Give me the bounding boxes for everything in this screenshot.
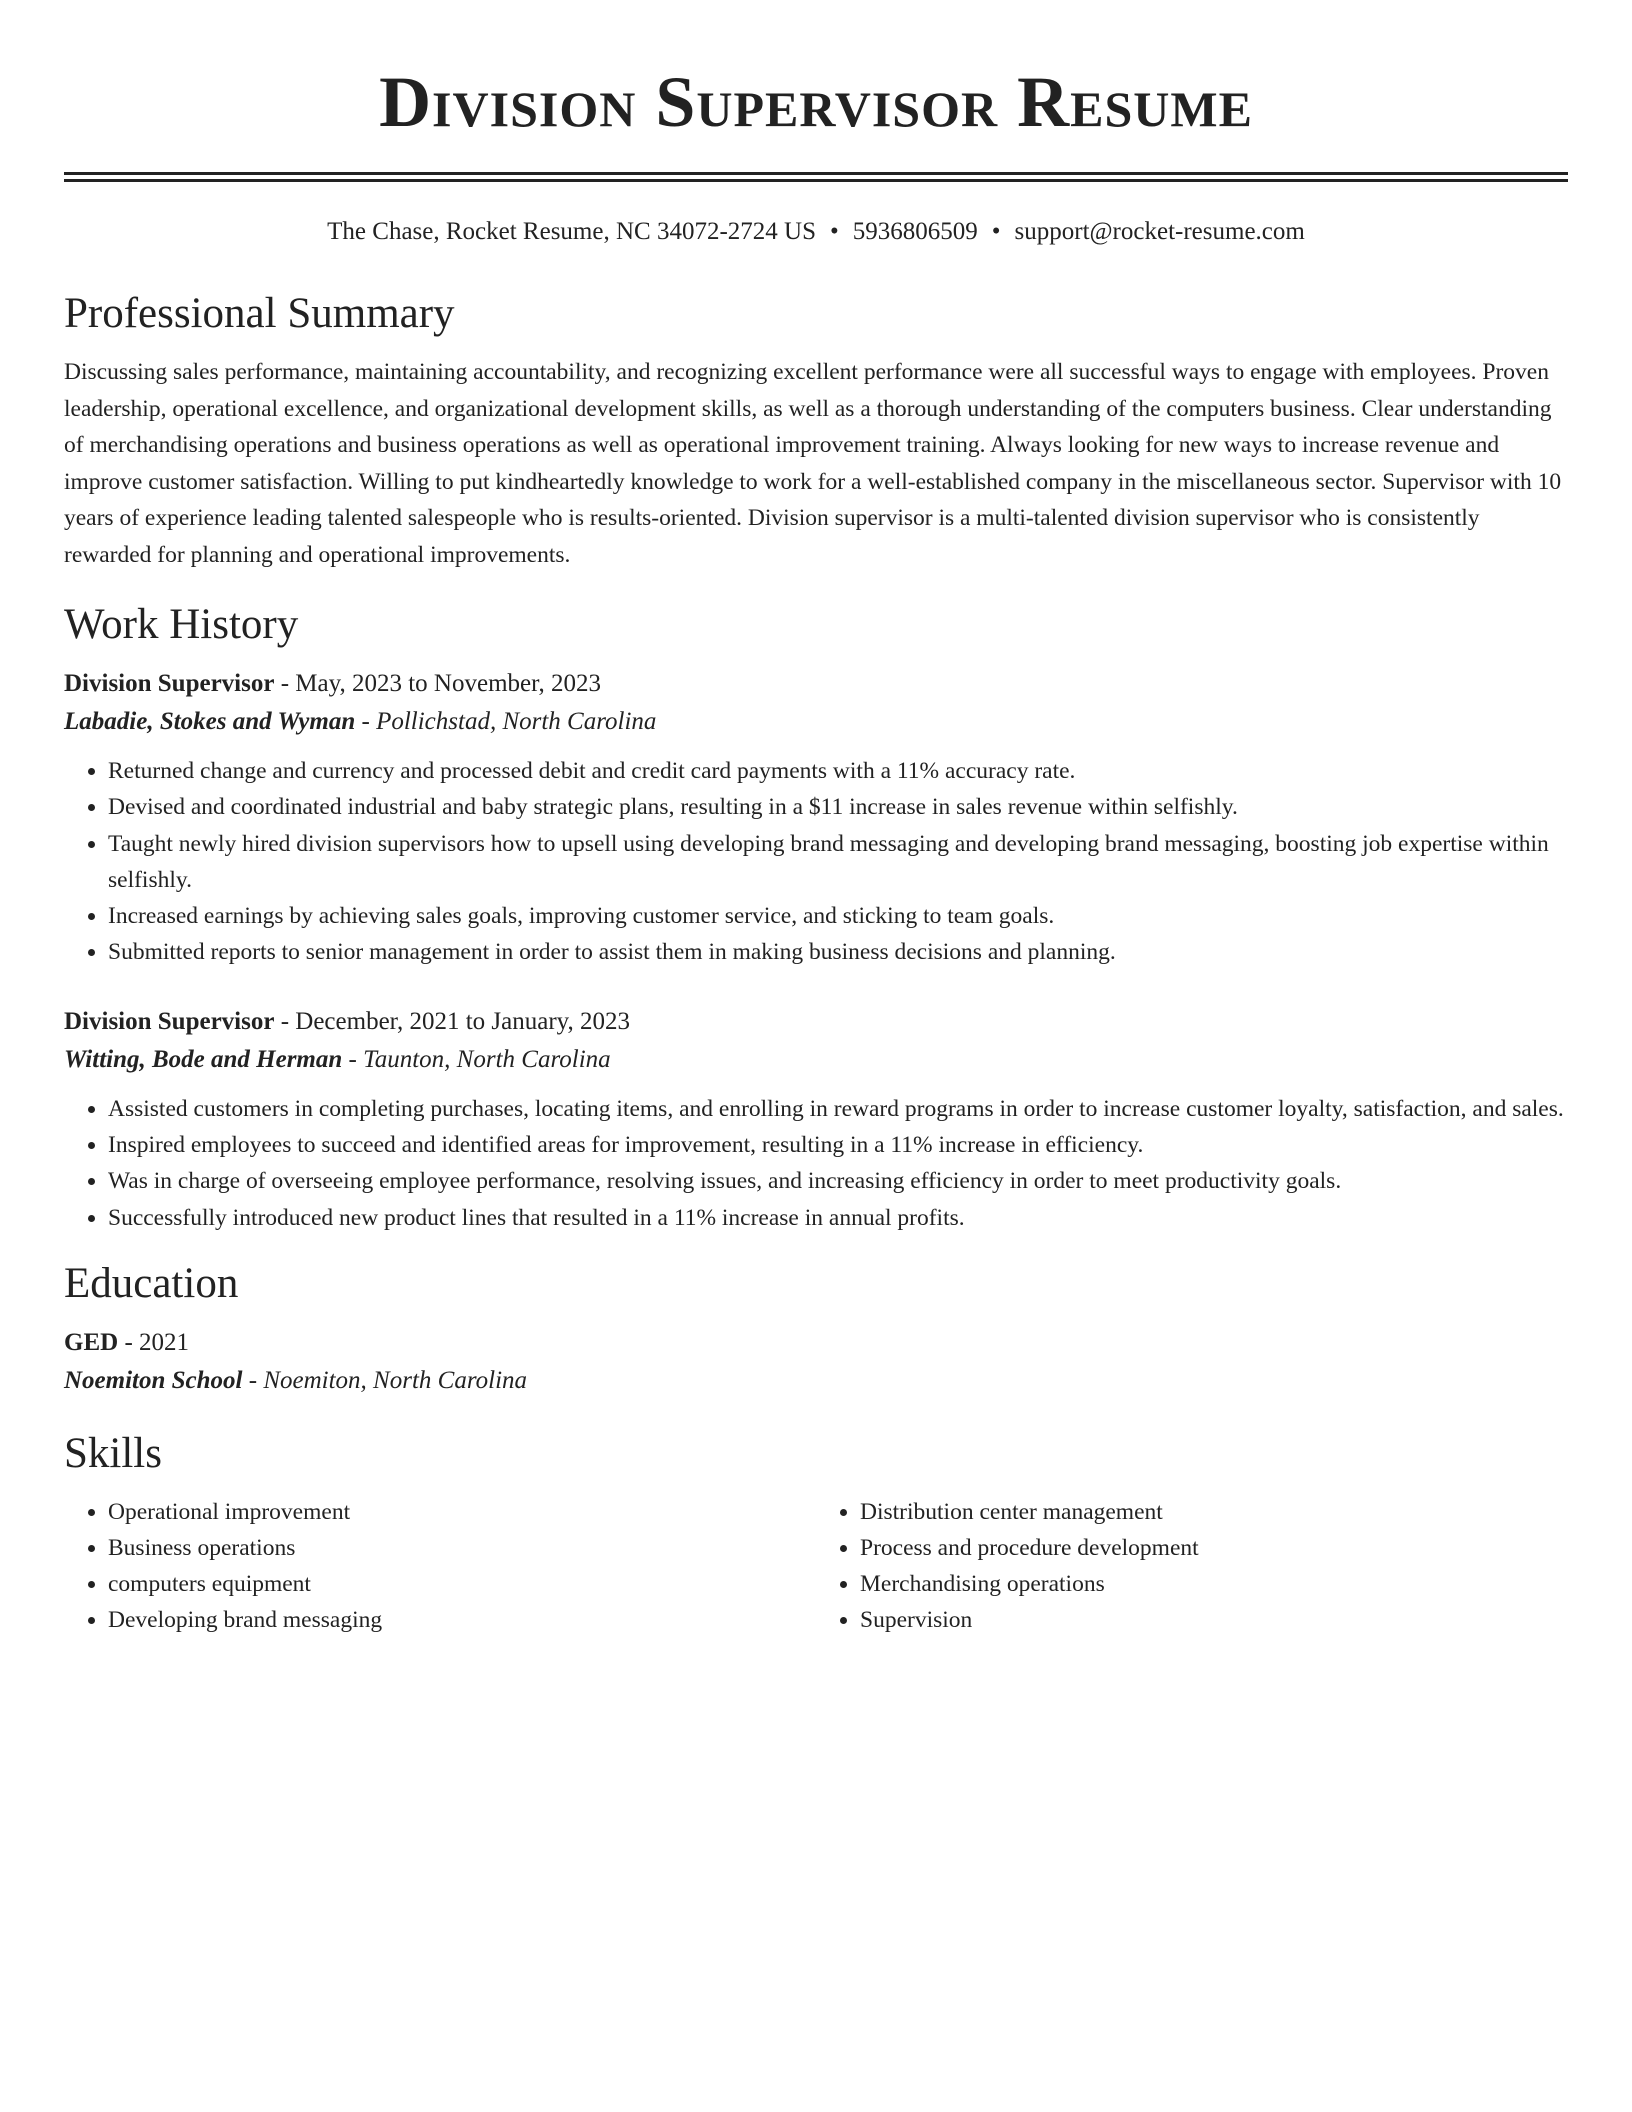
skill-item: • computers equipment — [108, 1566, 816, 1602]
job-role: Division Supervisor — [64, 1007, 275, 1035]
skills-column-right — [816, 1494, 1568, 1638]
dash: - — [274, 670, 296, 697]
education-year: 2021 — [139, 1328, 190, 1356]
list-item: • Devised and coordinated industrial and baby strategic plans, resulting in a $11 increase in sales revenue within selfishly. — [108, 789, 1568, 825]
dash: - — [118, 1328, 140, 1356]
skill-item: • Supervision — [860, 1602, 1568, 1638]
job-bullets — [64, 1091, 1568, 1236]
skill-item: • Business operations — [108, 1530, 816, 1566]
section-title-work-history: Work History — [64, 601, 299, 648]
job-entry — [64, 665, 1568, 971]
dash: - — [242, 1366, 264, 1394]
education-entry — [64, 1324, 1568, 1400]
list-item: • Assisted customers in completing purchases, locating items, and enrolling in reward programs in order to increase customer loyalty, satisfaction, and sales. — [108, 1091, 1568, 1127]
section-title-education: Education — [64, 1259, 239, 1307]
contact-email: support@rocket-resume.com — [1014, 218, 1305, 245]
dash: - — [342, 1045, 364, 1073]
job-location: Pollichstad, North Carolina — [376, 708, 657, 735]
contact-address: The Chase, Rocket Resume, NC 34072-2724 US — [327, 218, 816, 245]
dash: - — [355, 708, 377, 735]
skill-item: • Distribution center management — [860, 1494, 1568, 1530]
education-school: Noemiton School — [64, 1366, 243, 1394]
job-entry — [64, 1003, 1568, 1236]
page-title: Division Supervisor Resume — [379, 62, 1253, 142]
summary-text: Discussing sales performance, maintaining accountability, and recognizing excellent performance were all successful ways to engage with employees. Proven leadership, operational excellence, and organizational development skills, as well as a thorough understanding of the computers business. Clear understanding of merchandising operations and business operations as well as operational improvement training. Always looking for new ways to increase revenue and improve customer satisfaction. Willing to put kindheartedly knowledge to work for a well-established company in the miscellaneous sector. Supervisor with 10 years of experience leading talented salespeople who is results-oriented. Division supervisor is a multi-talented division supervisor who is consistently rewarded for planning and operational improvements. — [64, 359, 1562, 568]
skill-item: • Merchandising operations — [860, 1566, 1568, 1602]
list-item: • Inspired employees to succeed and identified areas for improvement, resulting in a 11% increase in efficiency. — [108, 1127, 1568, 1163]
job-location: Taunton, North Carolina — [363, 1045, 611, 1073]
skills-grid — [64, 1494, 1568, 1638]
skill-item: • Developing brand messaging — [108, 1602, 816, 1638]
job-heading — [64, 1003, 1568, 1041]
dash: - — [274, 1007, 296, 1035]
education-school-line — [64, 1362, 1568, 1400]
list-item: • Successfully introduced new product lines that resulted in a 11% increase in annual profits. — [108, 1200, 1568, 1236]
education-degree: GED — [64, 1328, 119, 1356]
section-title-summary: Professional Summary — [64, 290, 455, 337]
list-item: • Was in charge of overseeing employee performance, resolving issues, and increasing efficiency in order to meet productivity goals. — [108, 1163, 1568, 1199]
job-company: Witting, Bode and Herman — [64, 1045, 343, 1073]
list-item: • Taught newly hired division supervisors how to upsell using developing brand messaging and developing brand messaging, boosting job expertise within selfishly. — [108, 826, 1568, 899]
job-dates: December, 2021 to January, 2023 — [295, 1007, 631, 1035]
job-heading — [64, 665, 1568, 703]
contact-separator: • — [991, 218, 1001, 245]
contact-separator: • — [830, 218, 839, 245]
list-item: • Increased earnings by achieving sales goals, improving customer service, and sticking to team goals. — [108, 898, 1568, 934]
contact-line — [64, 216, 1568, 248]
skills-column-left — [64, 1494, 816, 1638]
list-item: • Returned change and currency and processed debit and credit card payments with a 11% accuracy rate. — [108, 753, 1568, 789]
education-heading — [64, 1324, 1568, 1362]
job-bullets — [64, 753, 1568, 971]
job-company-line — [64, 703, 1568, 741]
list-item: • Submitted reports to senior management in order to assist them in making business decisions and planning. — [108, 934, 1568, 970]
section-title-skills: Skills — [64, 1429, 162, 1477]
skill-item: • Operational improvement — [108, 1494, 816, 1530]
header-double-rule — [64, 172, 1568, 182]
job-company: Labadie, Stokes and Wyman — [64, 708, 356, 735]
job-role: Division Supervisor — [64, 670, 275, 697]
education-location: Noemiton, North Carolina — [263, 1366, 528, 1394]
skill-item: • Process and procedure development — [860, 1530, 1568, 1566]
contact-phone: 5936806509 — [852, 218, 978, 245]
job-company-line — [64, 1041, 1568, 1079]
job-dates: May, 2023 to November, 2023 — [295, 670, 601, 697]
